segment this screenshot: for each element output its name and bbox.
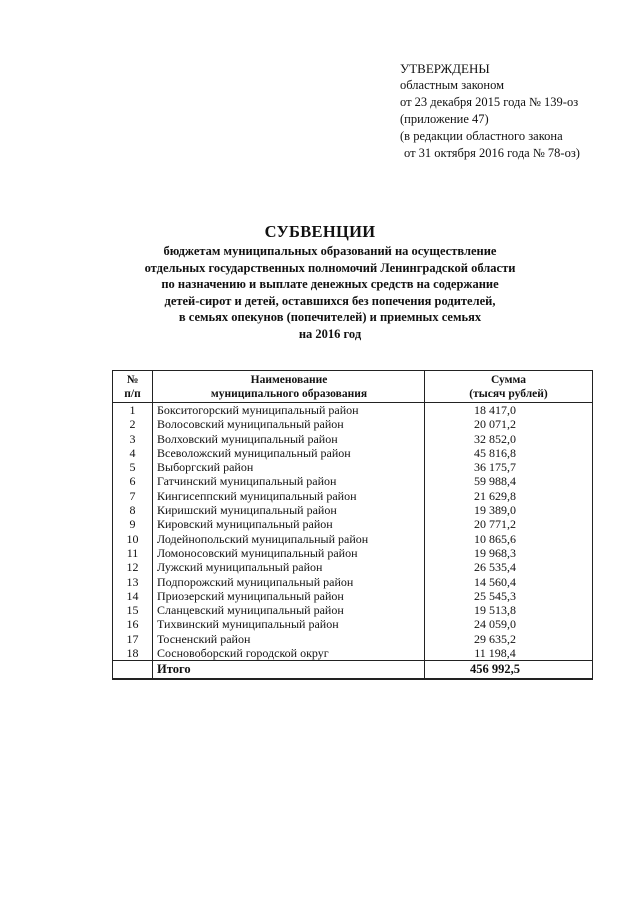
title-main: СУБВЕНЦИИ: [264, 222, 376, 241]
table-header-row: [113, 371, 593, 403]
table-row: [113, 603, 593, 617]
row-num: 13: [113, 575, 153, 589]
row-name: Подпорожский муниципальный район: [153, 575, 425, 589]
row-num: 9: [113, 517, 153, 531]
row-sum: 24 059,0: [425, 617, 593, 631]
row-sum: 11 198,4: [425, 646, 593, 661]
approval-line: от 23 декабря 2015 года № 139-оз: [400, 95, 579, 109]
row-sum: 21 629,8: [425, 489, 593, 503]
header-num: [113, 371, 153, 403]
table-row: [113, 560, 593, 574]
header-name: [153, 371, 425, 403]
row-sum: 14 560,4: [425, 575, 593, 589]
row-sum: 25 545,3: [425, 589, 593, 603]
row-name: Ломоносовский муниципальный район: [153, 546, 425, 560]
row-name: Сланцевский муниципальный район: [153, 603, 425, 617]
table-row: [113, 503, 593, 517]
table-row: [113, 417, 593, 431]
row-sum: 19 968,3: [425, 546, 593, 560]
row-num: 5: [113, 460, 153, 474]
table-row: [113, 617, 593, 631]
row-num: 7: [113, 489, 153, 503]
table-row: [113, 474, 593, 488]
row-sum: 26 535,4: [425, 560, 593, 574]
table-row: [113, 403, 593, 418]
row-sum: 18 417,0: [425, 403, 593, 418]
row-num: 15: [113, 603, 153, 617]
row-num: 11: [113, 546, 153, 560]
subsidy-table: [112, 370, 593, 680]
header-num-line2: п/п: [124, 388, 141, 400]
row-name: Гатчинский муниципальный район: [153, 474, 425, 488]
row-num: 6: [113, 474, 153, 488]
document-title: [0, 221, 640, 342]
total-label: Итого: [153, 661, 425, 679]
row-sum: 32 852,0: [425, 432, 593, 446]
approval-heading: УТВЕРЖДЕНЫ: [400, 61, 490, 76]
table-row: [113, 489, 593, 503]
row-sum: 19 389,0: [425, 503, 593, 517]
row-name: Волосовский муниципальный район: [153, 417, 425, 431]
row-name: Лужский муниципальный район: [153, 560, 425, 574]
approval-line: (в редакции областного закона: [400, 129, 563, 143]
header-sum-line1: Сумма: [491, 374, 526, 386]
row-name: Сосновоборский городской округ: [153, 646, 425, 661]
table-row: [113, 632, 593, 646]
row-name: Волховский муниципальный район: [153, 432, 425, 446]
title-line: на 2016 год: [298, 326, 362, 341]
row-sum: 45 816,8: [425, 446, 593, 460]
row-name: Выборгский район: [153, 460, 425, 474]
approval-line: (приложение 47): [400, 112, 489, 126]
table-row: [113, 646, 593, 661]
table-row: [113, 546, 593, 560]
row-name: Бокситогорский муниципальный район: [153, 403, 425, 418]
row-num: 8: [113, 503, 153, 517]
header-name-line2: муниципального образования: [210, 388, 368, 400]
approval-block: [400, 60, 580, 162]
table-row: [113, 532, 593, 546]
table-row: [113, 432, 593, 446]
row-sum: 19 513,8: [425, 603, 593, 617]
row-name: Приозерский муниципальный район: [153, 589, 425, 603]
table-row: [113, 589, 593, 603]
row-num: 2: [113, 417, 153, 431]
row-sum: 36 175,7: [425, 460, 593, 474]
row-name: Кировский муниципальный район: [153, 517, 425, 531]
row-name: Тосненский район: [153, 632, 425, 646]
table-row: [113, 460, 593, 474]
approval-line: от 31 октября 2016 года № 78-оз): [404, 146, 580, 160]
title-line: бюджетам муниципальных образований на осуществление: [163, 244, 497, 258]
header-num-line1: №: [126, 374, 139, 386]
header-name-line1: Наименование: [250, 374, 328, 386]
row-sum: 20 071,2: [425, 417, 593, 431]
approval-line: областным законом: [400, 78, 505, 92]
row-num: 3: [113, 432, 153, 446]
total-num-cell: [113, 661, 153, 679]
row-num: 4: [113, 446, 153, 460]
table-row: [113, 575, 593, 589]
row-num: 12: [113, 560, 153, 574]
title-line: отдельных государственных полномочий Ленинградской области: [144, 260, 516, 275]
row-sum: 59 988,4: [425, 474, 593, 488]
table-row: [113, 446, 593, 460]
row-num: 1: [113, 403, 153, 418]
total-sum: 456 992,5: [425, 661, 593, 679]
row-sum: 10 865,6: [425, 532, 593, 546]
row-name: Киришский муниципальный район: [153, 503, 425, 517]
row-name: Тихвинский муниципальный район: [153, 617, 425, 631]
row-sum: 29 635,2: [425, 632, 593, 646]
title-line: детей-сирот и детей, оставшихся без попечения родителей,: [164, 293, 496, 308]
header-sum: [425, 371, 593, 403]
row-name: Всеволожский муниципальный район: [153, 446, 425, 460]
header-sum-line2: (тысяч рублей): [469, 388, 548, 400]
row-name: Лодейнопольский муниципальный район: [153, 532, 425, 546]
row-num: 10: [113, 532, 153, 546]
total-row: [113, 661, 593, 679]
row-sum: 20 771,2: [425, 517, 593, 531]
row-num: 18: [113, 646, 153, 661]
row-num: 17: [113, 632, 153, 646]
title-line: в семьях опекунов (попечителей) и приемных семьях: [178, 310, 482, 324]
title-line: по назначению и выплате денежных средств на содержание: [161, 277, 499, 291]
row-num: 14: [113, 589, 153, 603]
row-name: Кингисеппский муниципальный район: [153, 489, 425, 503]
row-num: 16: [113, 617, 153, 631]
table-row: [113, 517, 593, 531]
